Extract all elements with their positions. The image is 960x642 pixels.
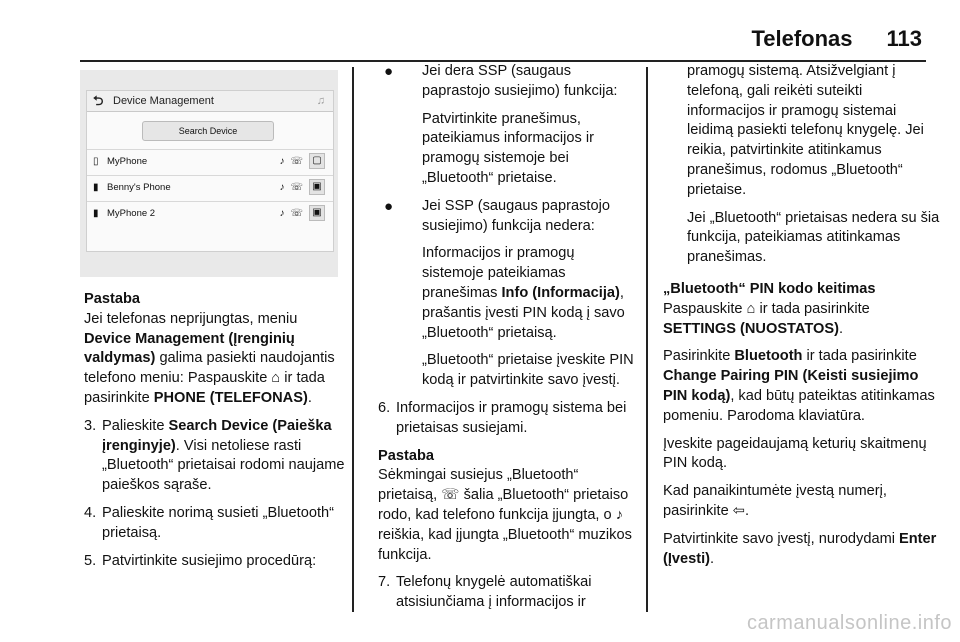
phone-handset-icon: ☏ bbox=[441, 487, 460, 504]
note-block bbox=[84, 290, 346, 409]
paragraph bbox=[663, 347, 941, 426]
note-text: Sėkmingai susiejus „Bluetooth“ prietaisą, bbox=[378, 467, 579, 504]
bullet-text: Jei SSP (saugaus paprastojo susiejimo) funkcija nedera: bbox=[422, 197, 610, 234]
back-icon[interactable]: ⮌ bbox=[93, 93, 104, 108]
section-heading: „Bluetooth“ PIN kodo keitimas bbox=[663, 280, 876, 297]
step-number: 3. bbox=[84, 417, 97, 434]
bullet-ssp bbox=[378, 62, 640, 102]
note-text: . bbox=[307, 389, 312, 406]
paragraph bbox=[663, 482, 941, 522]
step-text: . Visi netoliese rasti „Bluetooth“ prietaisai rodomi naujame paieškos sąraše. bbox=[102, 437, 345, 494]
watermark: carmanualsonline.info bbox=[746, 612, 952, 634]
text: , prašantis įvesti PIN kodą į savo „Bluetooth“ prietaisą. bbox=[422, 284, 625, 341]
note-text: ir tada pasirinkite bbox=[84, 370, 325, 406]
page-header bbox=[751, 26, 922, 52]
screen-title: Device Management bbox=[113, 95, 214, 107]
step-text: Informacijos ir pramogų sistema bei prietaisas susiejami. bbox=[396, 399, 627, 436]
music-note-icon: ♪ bbox=[615, 506, 624, 523]
column-divider-1 bbox=[352, 67, 354, 612]
music-icon: ♫ bbox=[316, 95, 325, 107]
step-number: 4. bbox=[84, 504, 97, 521]
button-name: Search Device (Paieška įrenginyje) bbox=[102, 417, 332, 454]
step-number: 7. bbox=[378, 574, 391, 591]
note-text: reiškia, kad įjungta „Bluetooth“ muzikos funkcija. bbox=[378, 526, 632, 563]
note-text: Jei telefonas neprijungtas, meniu bbox=[84, 310, 298, 327]
bullet-text: Jei dera SSP (saugaus paprastojo susiejimo) funkcija: bbox=[422, 63, 618, 99]
device-row[interactable] bbox=[87, 175, 333, 200]
phone-icon: ▮ bbox=[93, 182, 99, 193]
backspace-icon: ⇦ bbox=[732, 502, 745, 519]
text: ir tada pasirinkite bbox=[802, 348, 917, 365]
menu-name: SETTINGS (NUOSTATOS) bbox=[663, 320, 839, 337]
step-number: 6. bbox=[378, 399, 391, 416]
lock-icon[interactable]: ▣ bbox=[309, 179, 325, 195]
bullet-dot: ● bbox=[384, 197, 394, 215]
step-3 bbox=[84, 417, 346, 496]
device-row[interactable] bbox=[87, 201, 333, 226]
section-heading-block bbox=[663, 280, 941, 300]
bullet-dot: ● bbox=[384, 63, 394, 80]
search-device-button[interactable]: Search Device bbox=[142, 121, 274, 141]
step-7 bbox=[378, 573, 640, 613]
message-name: Info (Informacija) bbox=[501, 284, 620, 301]
lock-icon[interactable]: ▢ bbox=[309, 153, 325, 169]
device-name: MyPhone bbox=[107, 156, 148, 167]
menu-name: Change Pairing PIN (Keisti susiejimo PIN kodą) bbox=[663, 368, 919, 404]
device-status-icons: ♪☏ ▣ bbox=[279, 202, 325, 226]
home-icon: ⌂ bbox=[746, 300, 756, 317]
header-title: Telefonas bbox=[751, 26, 853, 51]
device-management-screenshot bbox=[80, 70, 338, 277]
text: Pasirinkite bbox=[663, 348, 735, 365]
bullet-subtext: Patvirtinkite pranešimus, pateikiamus informacijos ir pramogų sistemoje bei „Bluetooth“ prietaise. bbox=[422, 110, 594, 186]
device-row[interactable] bbox=[87, 149, 333, 174]
column-1 bbox=[84, 290, 346, 579]
button-name: Enter (Įvesti) bbox=[663, 530, 937, 567]
paragraph: Įveskite pageidaujamą keturių skaitmenų PIN kodą. bbox=[663, 435, 927, 472]
step-text: Palieskite norimą susieti „Bluetooth“ prietaisą. bbox=[102, 504, 334, 541]
phone-icon: ▮ bbox=[93, 208, 99, 219]
menu-name: Bluetooth bbox=[734, 348, 803, 365]
column-3 bbox=[663, 62, 941, 577]
device-name: MyPhone 2 bbox=[107, 208, 156, 219]
text: . bbox=[710, 550, 715, 567]
note-text: šalia „Bluetooth“ prietaiso rodo, kad telefono funkcija įjungta, o bbox=[378, 487, 629, 523]
bullet-subtext: „Bluetooth“ prietaise įveskite PIN kodą ir patvirtinkite savo įvestį. bbox=[422, 352, 634, 389]
device-status-icons: ♪☏ ▣ bbox=[279, 176, 325, 200]
text: Informacijos ir pramogų sistemoje pateikiamas pranešimas bbox=[422, 245, 575, 301]
text: . bbox=[838, 320, 843, 337]
step-5 bbox=[84, 552, 346, 572]
device-status-icons: ♪☏ ▢ bbox=[279, 150, 325, 174]
text: Patvirtinkite savo įvestį, nurodydami bbox=[663, 530, 900, 547]
text: . bbox=[745, 502, 750, 519]
menu-name: PHONE (TELEFONAS) bbox=[153, 389, 308, 406]
step-6 bbox=[378, 399, 640, 439]
paragraph bbox=[663, 530, 941, 570]
text: ir tada pasirinkite bbox=[755, 300, 870, 317]
bullet-no-ssp bbox=[378, 197, 640, 237]
continued-text: Jei „Bluetooth“ prietaisas nedera su šia funkcija, pateikiamas atitinkamas pranešimas. bbox=[687, 209, 940, 266]
column-2 bbox=[378, 62, 640, 621]
step-text: Palieskite bbox=[102, 417, 169, 434]
screen-title-bar bbox=[87, 91, 333, 112]
step-text: Patvirtinkite susiejimo procedūrą: bbox=[102, 552, 317, 569]
page-number: 113 bbox=[886, 26, 922, 51]
note-text: galima pasiekti naudojantis telefono meniu: Paspauskite bbox=[84, 350, 335, 387]
step-number: 5. bbox=[84, 552, 97, 569]
column-divider-2 bbox=[646, 67, 648, 612]
menu-name: Device Management (Įrenginių valdymas) bbox=[84, 330, 295, 367]
infotainment-screen bbox=[86, 90, 334, 252]
device-name: Benny's Phone bbox=[107, 182, 171, 193]
step-4 bbox=[84, 504, 346, 544]
paragraph bbox=[663, 300, 941, 340]
text: Kad panaikintumėte įvestą numerį, pasirinkite bbox=[663, 483, 887, 519]
home-icon: ⌂ bbox=[271, 370, 281, 387]
phone-icon: ▯ bbox=[93, 156, 99, 167]
lock-icon[interactable]: ▣ bbox=[309, 205, 325, 221]
note-block bbox=[378, 447, 640, 566]
text: , kad būtų pateiktas atitinkamas pomeniu. Parodoma klaviatūra. bbox=[663, 387, 935, 424]
bullet-subtext bbox=[378, 244, 640, 343]
step-text: Telefonų knygelė automatiškai atsisiunčiama į informacijos ir bbox=[396, 574, 592, 611]
note-title: Pastaba bbox=[378, 447, 434, 464]
continued-text: pramogų sistemą. Atsižvelgiant į telefoną, gali reikėti suteikti informacijos ir pramogų sistemai leidimą pasiekti telefonų knygelę. Jei reikia, patvirtinkite atitinkamus pranešimus, rodomus „Bluetooth“ prietaise. bbox=[687, 63, 924, 198]
text: Paspauskite bbox=[663, 300, 747, 317]
note-title: Pastaba bbox=[84, 291, 140, 307]
